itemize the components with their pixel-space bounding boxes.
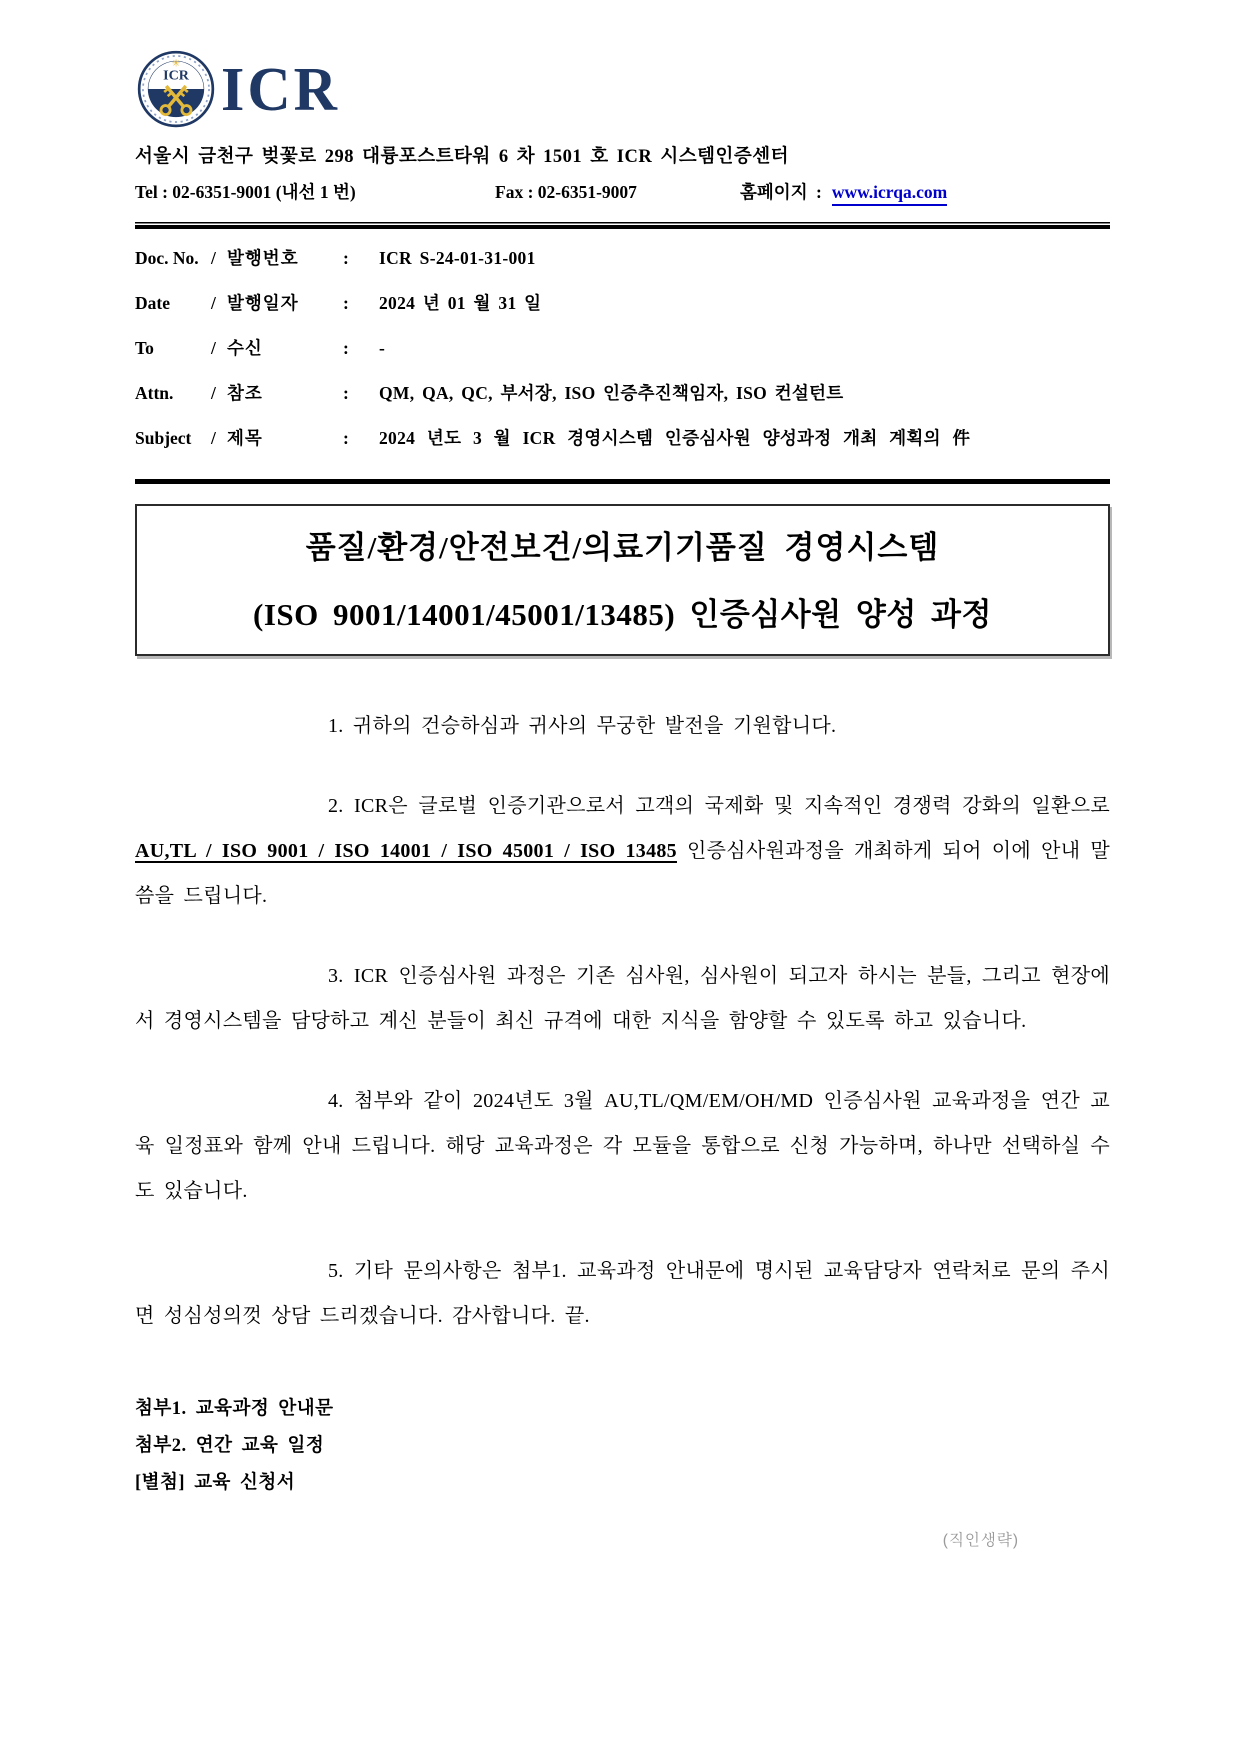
- paragraph-2-lead: 2. ICR은 글로벌 인증기관으로서 고객의 국제화 및 지속적인 경쟁력 강화의 일환으로: [328, 794, 1110, 817]
- paragraph-1: 1. 귀하의 건승하심과 귀사의 무궁한 발전을 기원합니다.: [328, 714, 837, 737]
- subject-label-ko: 제목: [227, 428, 263, 448]
- attn-row: [135, 380, 1110, 425]
- label-separator: /: [211, 338, 216, 358]
- label-separator: /: [211, 293, 216, 313]
- attn-label-ko: 참조: [227, 383, 263, 403]
- emblem-star-icon: ✳: [171, 58, 181, 70]
- course-title-box: [135, 504, 1110, 656]
- attn-value: QM, QA, QC, 부서장, ISO 인증추진책임자, ISO 컨설턴트: [379, 383, 844, 403]
- colon-separator: :: [343, 428, 349, 448]
- course-title-line2: (ISO 9001/14001/45001/13485) 인증심사원 양성 과정: [253, 596, 992, 632]
- icr-emblem-icon: [137, 50, 215, 128]
- paragraph-2: [135, 784, 1110, 919]
- doc-number-value: ICR S-24-01-31-001: [379, 248, 536, 268]
- paragraph-3: 3. ICR 인증심사원 과정은 기존 심사원, 심사원이 되고자 하시는 분들, 그리고 현장에서 경영시스템을 담당하고 계신 분들이 최신 규격에 대한 지식을 함양할 수 있도록 하고 있습니다.: [135, 964, 1110, 1032]
- contact-line: [135, 179, 1110, 206]
- paragraph-2-tail: 인증심사원과정을 개최하게 되어 이에 안내 말씀을 드립니다.: [135, 839, 1110, 907]
- attachment-2: 첨부2. 연간 교육 일정: [135, 1435, 325, 1456]
- logo-wordmark: ICR: [221, 54, 341, 124]
- colon-separator: :: [343, 293, 349, 313]
- subject-divider: [135, 479, 1110, 484]
- colon-separator: :: [343, 338, 349, 358]
- header-divider: [135, 222, 1110, 229]
- doc-info-table: [135, 245, 1110, 470]
- attachments-list: [135, 1391, 1110, 1502]
- attachment-appendix: [별첨] 교육 신청서: [135, 1472, 296, 1493]
- subject-value: 2024 년도 3 월 ICR 경영시스템 인증심사원 양성과정 개최 계획의 件: [379, 428, 971, 448]
- fax-number: Fax : 02-6351-9007: [495, 182, 637, 202]
- attachment-1: 첨부1. 교육과정 안내문: [135, 1398, 334, 1419]
- attn-label-en: Attn.: [135, 383, 174, 403]
- to-value: -: [379, 338, 386, 358]
- label-separator: /: [211, 248, 216, 268]
- letter-body: [135, 704, 1110, 1339]
- doc-number-row: [135, 245, 1110, 290]
- seal-omitted-note: (직인생략): [942, 1532, 1019, 1549]
- colon-separator: :: [343, 383, 349, 403]
- label-separator: /: [211, 383, 216, 403]
- emblem-text: ICR: [163, 67, 189, 84]
- doc-number-label-en: Doc. No.: [135, 248, 199, 268]
- paragraph-4: 4. 첨부와 같이 2024년도 3월 AU,TL/QM/EM/OH/MD 인증심사원 교육과정을 연간 교육 일정표와 함께 안내 드립니다. 해당 교육과정은 각 모듈을 통합으로 신청 가능하며, 하나만 선택하실 수도 있습니다.: [135, 1089, 1110, 1202]
- date-label-en: Date: [135, 293, 170, 313]
- date-value: 2024 년 01 월 31 일: [379, 293, 542, 313]
- company-address: 서울시 금천구 벚꽃로 298 대륭포스트타워 6 차 1501 호 ICR 시스템인증센터: [135, 147, 789, 167]
- course-title-line1: 품질/환경/안전보건/의료기기품질 경영시스템: [305, 529, 940, 565]
- colon-separator: :: [343, 248, 349, 268]
- label-separator: /: [211, 428, 216, 448]
- homepage-link[interactable]: www.icrqa.com: [832, 182, 947, 206]
- tel-number: Tel : 02-6351-9001 (내선 1 번): [135, 182, 356, 202]
- to-row: [135, 335, 1110, 380]
- paragraph-2-standards: AU,TL / ISO 9001 / ISO 14001 / ISO 45001 / ISO 13485: [135, 839, 677, 862]
- date-row: [135, 290, 1110, 335]
- subject-row: [135, 425, 1110, 470]
- subject-label-en: Subject: [135, 428, 192, 448]
- to-label-ko: 수신: [227, 338, 263, 358]
- doc-number-label-ko: 발행번호: [227, 248, 299, 268]
- to-label-en: To: [135, 338, 154, 358]
- homepage-label: 홈페이지 :: [740, 182, 822, 202]
- date-label-ko: 발행일자: [227, 293, 299, 313]
- paragraph-5: 5. 기타 문의사항은 첨부1. 교육과정 안내문에 명시된 교육담당자 연락처로 문의 주시면 성심성의껏 상담 드리겠습니다. 감사합니다. 끝.: [135, 1259, 1110, 1327]
- company-logo: [137, 0, 1110, 128]
